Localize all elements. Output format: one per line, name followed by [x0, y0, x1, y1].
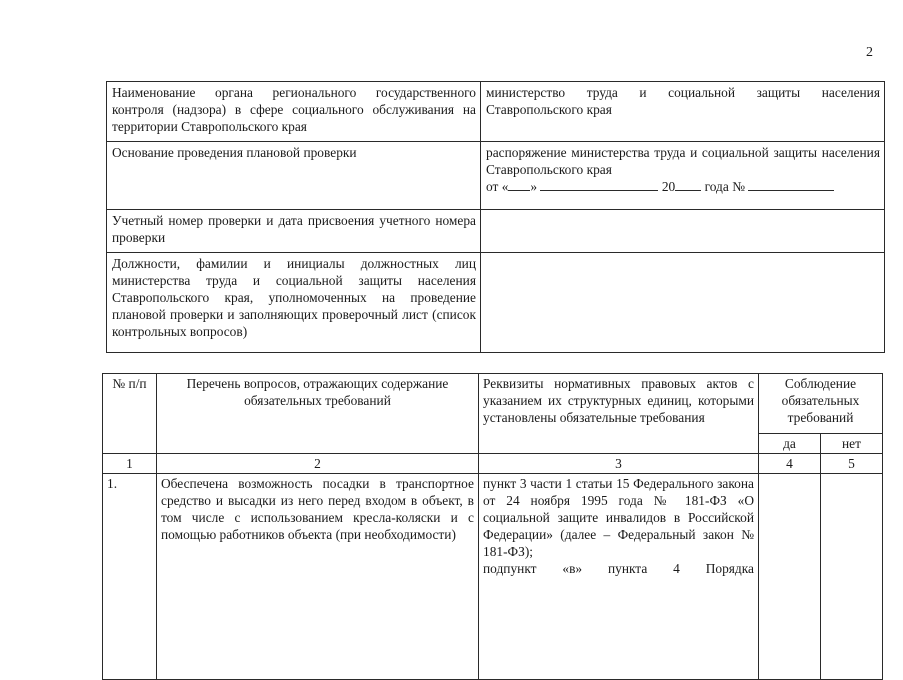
row-label: Должности, фамилии и инициалы должностных лиц министерства труда и социальной защиты населения Ставропольского края, уполномоченных на проведение плановой проверки и заполняющих проверочный лист (список контрольных вопросов) [107, 253, 481, 353]
row-value [481, 210, 885, 253]
column-number-row [103, 454, 883, 474]
checklist-table [102, 373, 883, 680]
order-text: распоряжение министерства труда и социальной защиты населения Ставропольского края [486, 145, 880, 177]
table-row [107, 253, 885, 353]
header-questions: Перечень вопросов, отражающих содержание обязательных требований [157, 374, 479, 454]
year-word: года [704, 179, 729, 194]
row-value [481, 142, 885, 210]
row-value [481, 253, 885, 353]
number-blank [748, 178, 834, 191]
month-blank [540, 178, 658, 191]
row-label: Наименование органа регионального государственного контроля (надзора) в сфере социального обслуживания на территории Ставропольского края [107, 82, 481, 142]
column-number: 4 [759, 454, 821, 474]
column-number: 1 [103, 454, 157, 474]
row-question: Обеспечена возможность посадки в транспортное средство и высадки из него перед входом в объект, в том числе с использованием кресла-коляски и с помощью работников объекта (при необходимости) [157, 474, 479, 680]
header-row [103, 374, 883, 434]
requisites-text-b: подпункт «в» пункта 4 Порядка [483, 561, 754, 576]
column-number: 3 [479, 454, 759, 474]
number-sign: № [732, 179, 745, 194]
compliance-no-cell [821, 474, 883, 680]
day-blank [508, 178, 530, 191]
inspection-info-table [106, 81, 885, 353]
requisites-text-a: пункт 3 части 1 статьи 15 Федерального закона от 24 ноября 1995 года № 181-ФЗ «О социальной защите инвалидов в Российской Федерации» (далее – Федеральный закон № 181-ФЗ); [483, 476, 754, 559]
header-compliance: Соблюдение обязательных требований [759, 374, 883, 434]
year-prefix: 20 [661, 179, 676, 194]
order-date-line [486, 178, 880, 195]
table-row [107, 142, 885, 210]
year-blank [675, 178, 701, 191]
row-value: министерство труда и социальной защиты населения Ставропольского края [481, 82, 885, 142]
compliance-yes-cell [759, 474, 821, 680]
column-number: 5 [821, 454, 883, 474]
row-label: Основание проведения плановой проверки [107, 142, 481, 210]
date-from-label: от « [486, 179, 509, 194]
row-requisites [479, 474, 759, 680]
header-yes: да [759, 434, 821, 454]
header-num: № п/п [103, 374, 157, 454]
header-requisites: Реквизиты нормативных правовых актов с указанием их структурных единиц, которыми установлены обязательные требования [479, 374, 759, 454]
column-number: 2 [157, 454, 479, 474]
table-row [107, 210, 885, 253]
quote-close: » [530, 179, 538, 194]
row-num: 1. [103, 474, 157, 680]
page-number: 2 [866, 45, 873, 60]
row-label: Учетный номер проверки и дата присвоения учетного номера проверки [107, 210, 481, 253]
header-no: нет [821, 434, 883, 454]
table-row [107, 82, 885, 142]
table-row [103, 474, 883, 680]
